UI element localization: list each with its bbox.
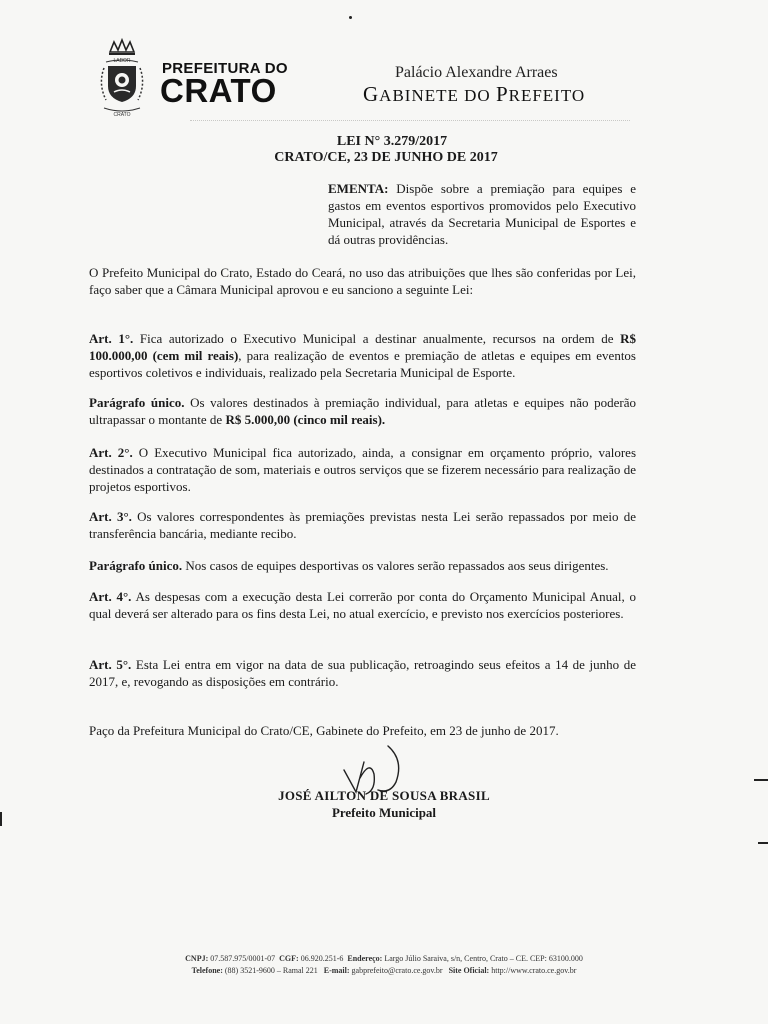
cabinet-word-1: ABINETE DO (379, 86, 496, 105)
logo-motto: LABOR (113, 58, 131, 64)
cabinet-initial-1: G (363, 82, 380, 106)
paragraph-unico-1-value: R$ 5.000,00 (cinco mil reais). (225, 412, 386, 427)
closing-paragraph (89, 722, 636, 739)
article-3-text: Os valores correspondentes às premiações previstas nesta Lei serão repassados por meio de transferência bancária, mediante recibo. (89, 509, 636, 541)
crato-coat-of-arms-logo (92, 38, 152, 120)
footer-cnpj-label: CNPJ: (185, 954, 209, 963)
logo-caption: CRATO (113, 112, 131, 118)
header-divider (190, 120, 630, 121)
footer-email-label: E-mail: (323, 966, 350, 975)
article-4-label: Art. 4°. (89, 589, 132, 604)
footer-cgf: 06.920.251-6 (298, 954, 344, 963)
article-4-text: As despesas com a execução desta Lei correrão por conta do Orçamento Municipal Anual, o qual deverá ser alterado para os fins desta Lei, no atual exercício, e previsto nos exercícios posteriores. (89, 589, 637, 621)
paragraph-unico-2-text: Nos casos de equipes desportivas os valores serão repassados aos seus dirigentes. (182, 558, 609, 573)
article-1-text-a: Fica autorizado o Executivo Municipal a destinar anualmente, recursos na ordem de (133, 331, 621, 346)
signatory-role: Prefeito Municipal (331, 805, 437, 820)
paragraph-unico-1 (89, 394, 636, 428)
ementa-text: Dispõe sobre a premiação para equipes e gastos em eventos esportivos promovidos pelo Executivo Municipal, através da Secretaria Municipal de Esportes e dá outras providências. (328, 181, 636, 247)
cabinet-initial-2: P (495, 82, 509, 106)
ementa (328, 180, 636, 248)
footer-address: Largo Júlio Saraiva, s/n, Centro, Crato – CE. CEP: 63100.000 (382, 954, 583, 963)
scan-edge-mark-right (754, 779, 768, 781)
article-1-text-b: , para realização de eventos e premiação de atletas e equipes em eventos esportivos coletivos e individuais, realizado pela Secretaria Municipal de Esporte. (89, 348, 636, 380)
law-number: LEI N° 3.279/2017 (336, 134, 448, 149)
footer-cgf-label: CGF: (279, 954, 299, 963)
article-3-label: Art. 3°. (89, 509, 132, 524)
cabinet-title (363, 82, 585, 107)
law-date: CRATO/CE, 23 DE JUNHO DE 2017 (274, 150, 498, 165)
article-2 (89, 444, 636, 495)
article-3 (89, 508, 636, 542)
scan-edge-mark-left (0, 812, 2, 826)
footer-phone-label: Telefone: (191, 966, 223, 975)
article-5 (89, 656, 636, 690)
footer-cnpj: 07.587.975/0001-07 (208, 954, 276, 963)
signatory-name: JOSÉ AILTON DE SOUSA BRASIL (278, 788, 490, 803)
scan-edge-mark-right-lower (758, 842, 768, 844)
footer-email: gabprefeito@crato.ce.gov.br (349, 966, 443, 975)
palace-name: Palácio Alexandre Arraes (395, 64, 558, 81)
paragraph-unico-1-label: Parágrafo único. (89, 395, 185, 410)
footer-site: http://www.crato.ce.gov.br (489, 966, 577, 975)
footer-line-2 (0, 966, 768, 975)
logo-title: PREFEITURA DO (162, 60, 288, 77)
article-1-label: Art. 1°. (89, 331, 134, 346)
footer-phone: (88) 3521-9600 – Ramal 221 (222, 966, 318, 975)
article-2-text: O Executivo Municipal fica autorizado, ainda, a consignar em orçamento próprio, valores destinados a contratação de som, materiais e outros serviços que se fizerem necessário para realização de projetos esportivos. (89, 445, 637, 494)
paragraph-unico-2-label: Parágrafo único. (89, 558, 183, 573)
article-1 (89, 330, 636, 381)
intro-text: O Prefeito Municipal do Crato, Estado do Ceará, no uso das atribuições que lhes são conferidas por Lei, faço saber que a Câmara Municipal aprovou e eu sanciono a seguinte Lei: (89, 265, 636, 297)
article-1-value: R$ 100.000,00 (cem mil reais) (89, 331, 637, 363)
cabinet-word-2: REFEITO (508, 86, 586, 105)
footer-site-label: Site Oficial: (448, 966, 490, 975)
closing-text: Paço da Prefeitura Municipal do Crato/CE, Gabinete do Prefeito, em 23 de junho de 2017. (89, 723, 559, 738)
footer-line-1 (0, 954, 768, 963)
article-4 (89, 588, 636, 622)
article-5-label: Art. 5°. (89, 657, 132, 672)
article-2-label: Art. 2°. (89, 445, 133, 460)
logo-name: CRATO (160, 72, 277, 109)
article-5-text: Esta Lei entra em vigor na data de sua publicação, retroagindo seus efeitos a 14 de junho de 2017, e, revogando as disposições em contrário. (89, 657, 637, 689)
ementa-label: EMENTA: (328, 181, 389, 196)
paragraph-unico-1-text: Os valores destinados à premiação individual, para atletas e equipes não poderão ultrapassar o montante de (89, 395, 637, 427)
intro-paragraph (89, 264, 636, 298)
paragraph-unico-2 (89, 557, 636, 574)
scan-speck (349, 16, 352, 19)
footer-address-label: Endereço: (347, 954, 383, 963)
